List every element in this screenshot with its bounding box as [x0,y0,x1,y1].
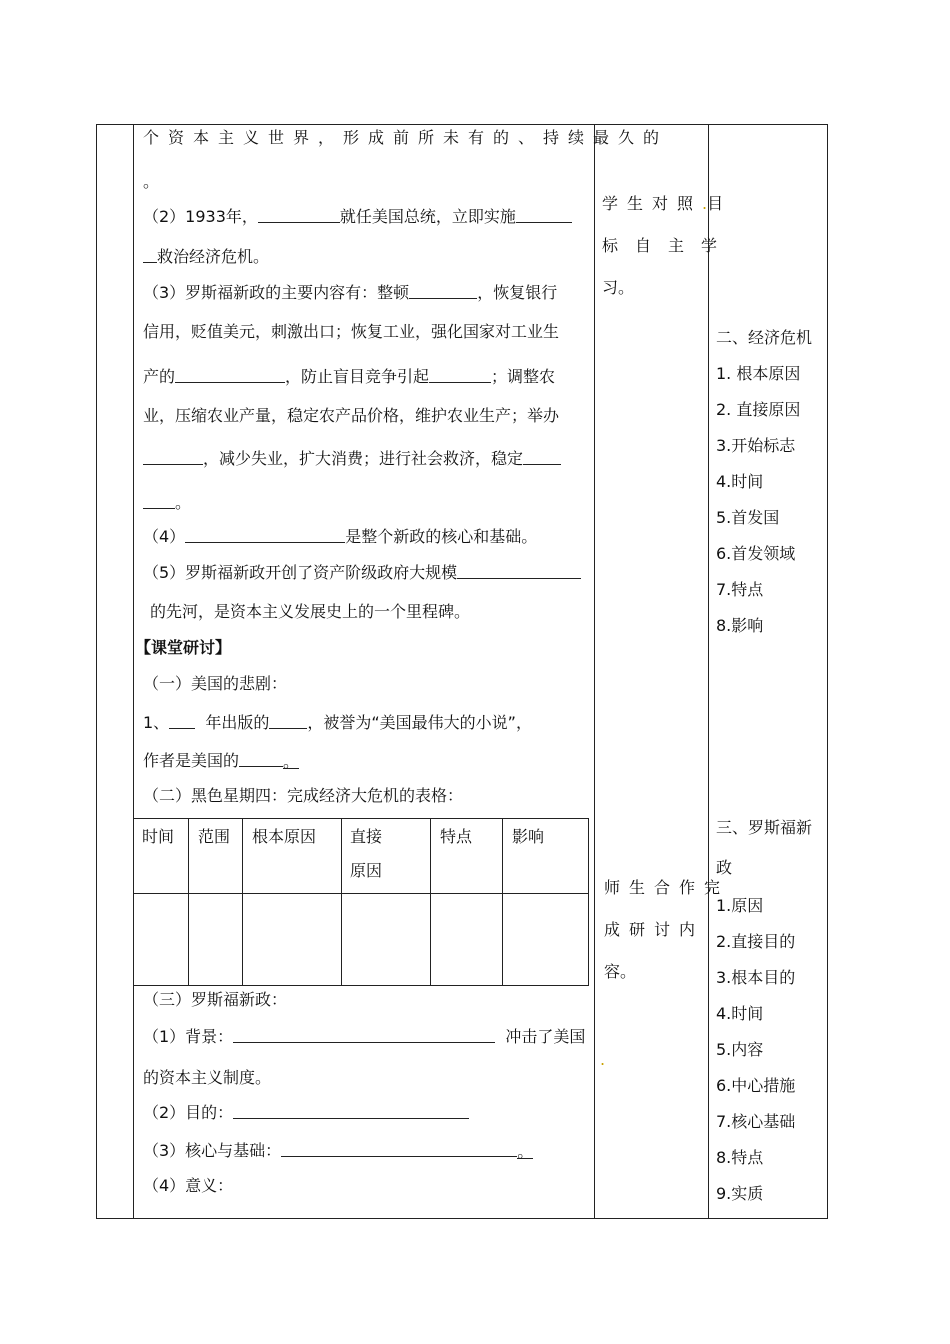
column-divider [594,125,595,1218]
outline-item: 8.特点 [716,1148,764,1167]
crisis-table [133,818,589,986]
fill-in-item [143,448,561,469]
column-divider [430,819,431,985]
outline-item: 3.根本目的 [716,968,796,987]
subheading: （一）美国的悲剧： [143,674,288,693]
outline-item: 8.影响 [716,616,764,635]
column-divider [188,819,189,985]
table-header: 根本原因 [252,827,317,846]
item-text: ；调整农 [491,367,556,386]
blank[interactable] [516,206,572,223]
blank[interactable] [185,526,345,543]
section-heading: 【课堂研讨】 [135,638,232,657]
item-text: 冲击了美国 [505,1027,586,1046]
blank[interactable] [233,1026,495,1043]
outline-item: 5.内容 [716,1040,764,1059]
activity-line: 容。 [604,962,637,981]
stray-mark: . [600,1050,606,1069]
activity-text: 目 [707,194,724,213]
outline-heading: 政 [716,858,733,877]
fill-in-item [143,492,191,513]
subheading: （三）罗斯福新政： [143,990,288,1009]
table-header: 影响 [512,827,545,846]
fill-in-item [143,750,299,771]
paragraph-line: 信用，贬值美元，刺激出口；恢复工业，强化国家对工业生 [143,322,560,341]
outline-item: 3.开始标志 [716,436,796,455]
paragraph-line: （4）意义： [143,1176,234,1195]
fill-in-item [143,206,572,227]
fill-in-item [143,366,555,387]
outline-item: 5.首发国 [716,508,780,527]
activity-line: 习。 [602,278,635,297]
blank[interactable] [239,750,283,767]
paragraph-line: 。 [143,172,160,191]
column-divider [708,125,709,1218]
fill-in-item [143,1026,585,1047]
item-text: ，防止盲目竞争引起 [285,367,430,386]
fill-in-item [143,562,581,583]
item-text: 救治经济危机。 [157,247,270,266]
fill-in-item [143,1140,533,1161]
item-text: 。 [283,752,300,771]
table-header: 特点 [440,827,473,846]
item-text: 1、 [143,713,170,732]
outline-item: 1.原因 [716,896,764,915]
blank[interactable] [281,1140,517,1157]
fill-in-item [143,1102,469,1123]
table-header: 原因 [350,861,383,880]
blank[interactable] [175,366,285,383]
activity-line: 师生合作完 [604,878,730,897]
outline-item: 4.时间 [716,1004,764,1023]
row-divider [134,893,588,894]
item-text: 是整个新政的核心和基础。 [345,527,538,546]
item-text: ，恢复银行 [477,283,558,302]
item-text: ，减少失业，扩大消费；进行社会救济，稳定 [203,449,524,468]
blank[interactable] [409,282,477,299]
outline-heading: 二、经济危机 [716,328,813,347]
item-text: 年出版的 [205,713,270,732]
paragraph-line: 业，压缩农业产量，稳定农产品价格，维护农业生产；举办 [143,406,560,425]
outline-heading: 三、罗斯福新 [716,818,813,837]
fill-in-item [143,526,537,547]
blank[interactable] [269,712,307,729]
item-text: 作者是美国的 [143,751,240,770]
blank[interactable] [258,206,340,223]
outline-item: 6.首发领域 [716,544,796,563]
column-divider [341,819,342,985]
paragraph-line: 的资本主义制度。 [143,1068,272,1087]
table-header: 范围 [198,827,231,846]
activity-line: 学生对照.目 [602,194,724,213]
item-text: （3）罗斯福新政的主要内容有：整顿 [143,283,410,302]
blank[interactable] [143,448,203,465]
table-header: 时间 [142,827,175,846]
item-text: 。 [175,493,192,512]
outline-item: 7.核心基础 [716,1112,796,1131]
item-text: ，被誉为“美国最伟大的小说”， [307,713,532,732]
column-divider [502,819,503,985]
paragraph-line: 的先河，是资本主义发展史上的一个里程碑。 [150,602,471,621]
blank[interactable] [523,448,561,465]
item-text: 产的 [143,367,176,386]
table-header: 直接 [350,827,383,846]
blank[interactable] [169,712,195,729]
fill-in-item [143,246,269,267]
outline-item: 4.时间 [716,472,764,491]
blank[interactable] [143,492,175,509]
item-text: （2）目的： [143,1103,234,1122]
blank[interactable] [143,246,157,263]
outline-item: 2. 直接原因 [716,400,801,419]
item-text: （1）背景： [143,1027,234,1046]
column-divider [242,819,243,985]
item-text: （5）罗斯福新政开创了资产阶级政府大规模 [143,563,458,582]
outline-item: 6.中心措施 [716,1076,796,1095]
column-divider [133,125,134,1218]
activity-line: 标自主学 [602,236,735,255]
paragraph-line: 个资本主义世界，形成前所未有的、持续最久的 [143,128,669,147]
item-text: （3）核心与基础： [143,1141,282,1160]
subheading: （二）黑色星期四：完成经济大危机的表格： [143,786,464,805]
item-text: （4） [143,527,186,546]
item-text: 就任美国总统，立即实施 [339,207,516,226]
outline-item: 9.实质 [716,1184,764,1203]
item-text: 。 [517,1142,534,1161]
blank[interactable] [233,1102,469,1119]
activity-text: 学生对照 [602,194,703,213]
activity-line: 成研讨内 [604,920,705,939]
outline-item: 1. 根本原因 [716,364,801,383]
item-text: （2）1933年， [143,207,258,226]
outline-item: 2.直接目的 [716,932,796,951]
fill-in-item [143,282,557,303]
blank[interactable] [429,366,491,383]
blank[interactable] [457,562,581,579]
fill-in-item [143,712,532,733]
outline-item: 7.特点 [716,580,764,599]
